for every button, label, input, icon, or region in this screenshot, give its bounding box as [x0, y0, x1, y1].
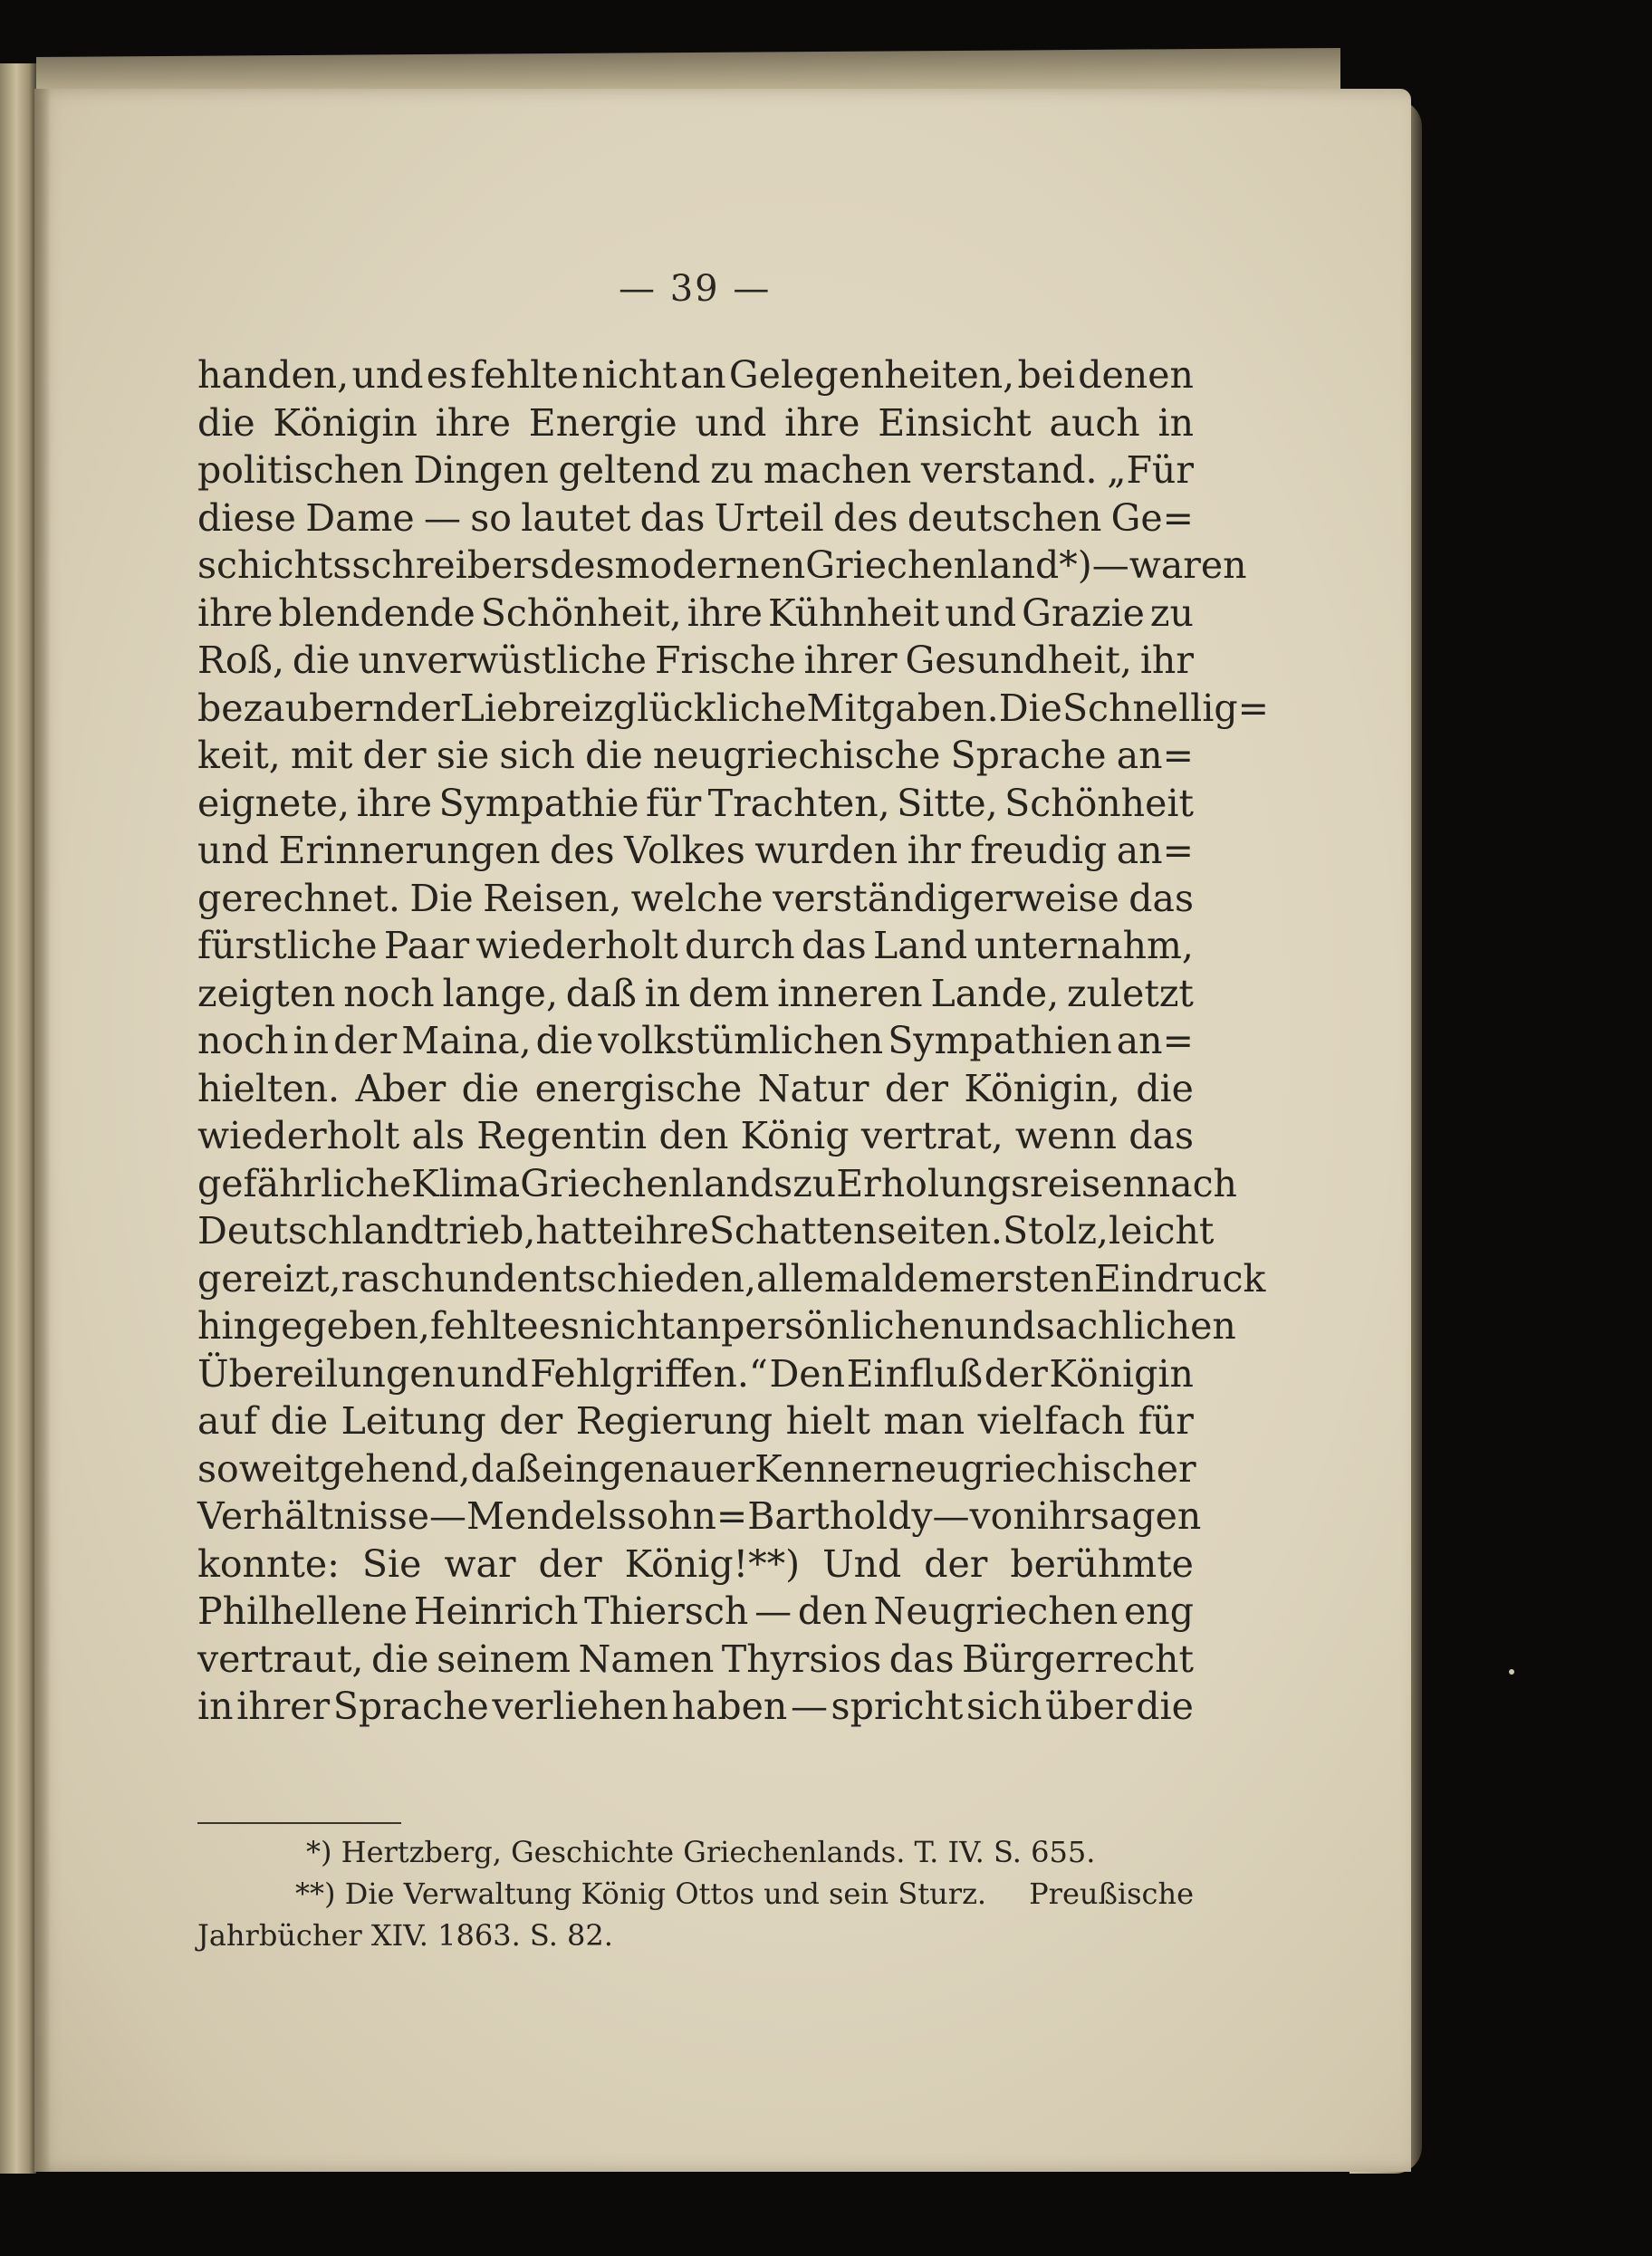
word: zu — [710, 448, 754, 492]
word: man — [883, 1399, 965, 1443]
word: des — [549, 543, 615, 587]
word: die — [1136, 1066, 1194, 1110]
word: Bürgerrecht — [961, 1637, 1194, 1681]
text-line — [197, 1302, 1236, 1350]
word: „Für — [1107, 448, 1194, 492]
word: Maina, — [401, 1019, 532, 1062]
word: Energie — [528, 400, 677, 445]
word: in — [1157, 400, 1194, 445]
text-line — [197, 351, 1194, 399]
word: sachlichen — [1035, 1304, 1236, 1348]
word: diese — [197, 495, 296, 540]
word: politischen — [197, 448, 404, 492]
word: Kenner — [754, 1446, 891, 1491]
word: die — [370, 1637, 429, 1681]
word: Paar — [383, 924, 470, 967]
word: — — [932, 1494, 970, 1538]
word: König — [740, 1114, 850, 1157]
word: blendende — [278, 590, 475, 635]
word: freudig — [970, 829, 1108, 872]
text-line — [197, 1683, 1194, 1731]
word: Leitung — [341, 1399, 486, 1443]
word: persönlichen — [721, 1304, 965, 1348]
word: der — [924, 1541, 988, 1586]
word: glückliche — [613, 686, 807, 730]
word: vertraut, — [197, 1637, 364, 1681]
word: hielt — [785, 1399, 870, 1443]
word: wenn — [1014, 1114, 1118, 1157]
word: das — [888, 1637, 955, 1681]
word: es — [538, 1304, 580, 1348]
word: Erholungsreisen — [836, 1161, 1147, 1205]
text-line — [197, 1065, 1194, 1113]
word: Klima — [411, 1161, 521, 1205]
text-line — [197, 1350, 1194, 1398]
text-line — [197, 922, 1194, 970]
word: des — [549, 829, 615, 872]
text-line — [197, 1636, 1194, 1684]
word: neugriechischer — [890, 1446, 1196, 1491]
word: war — [444, 1541, 516, 1586]
word: und — [695, 400, 767, 445]
word: allemal — [756, 1256, 894, 1301]
word: Einsicht — [878, 400, 1032, 445]
word: Mitgaben. — [806, 686, 999, 730]
word: Reisen, — [483, 876, 622, 920]
text-line — [197, 1445, 1194, 1493]
word: Übereilungen — [197, 1351, 456, 1396]
word: Und — [822, 1541, 902, 1586]
word: neugriechische — [652, 734, 941, 777]
word: leicht — [1108, 1209, 1215, 1253]
word: gereizt, — [197, 1256, 341, 1301]
book-page — [34, 89, 1411, 2172]
paper-speck — [1509, 1669, 1514, 1675]
word: denen — [1078, 353, 1194, 397]
word: ihr — [907, 829, 961, 872]
text-line — [197, 1493, 1202, 1541]
word: und — [445, 1256, 517, 1301]
footnote-2-continuation: Jahrbücher XIV. 1863. S. 82. — [197, 1918, 613, 1953]
word: für — [1138, 1399, 1194, 1443]
word: hielten. — [197, 1066, 341, 1110]
word: deutschen — [907, 495, 1102, 540]
word: Sympathien — [888, 1019, 1112, 1062]
word: Erinnerungen — [278, 829, 541, 872]
word: sie — [436, 734, 490, 777]
word: über — [1045, 1685, 1133, 1728]
word: konnte: — [197, 1541, 340, 1586]
word: nach — [1146, 1161, 1237, 1205]
word: Heinrich — [413, 1589, 579, 1633]
footnote-2-start: **) Die Verwaltung König Ottos und sein Sturz. — [295, 1877, 987, 1911]
word: fehlte — [429, 1304, 539, 1348]
text-line — [197, 494, 1194, 542]
word: so — [197, 1446, 239, 1491]
word: Thyrsios — [721, 1637, 882, 1681]
word: und — [964, 1304, 1036, 1348]
word: Stolz, — [1002, 1209, 1109, 1253]
word: inneren — [777, 971, 923, 1015]
word: modernen — [614, 543, 806, 587]
word: durch — [685, 924, 795, 967]
word: berühmte — [1010, 1541, 1194, 1586]
word: ihrer — [236, 1685, 331, 1728]
word: rasch — [341, 1256, 446, 1301]
word: die — [1136, 1685, 1194, 1728]
word: wiederholt — [475, 924, 678, 967]
word: Einfluß — [846, 1351, 984, 1396]
text-line — [197, 875, 1194, 923]
word: zu — [1149, 590, 1194, 635]
word: nicht — [579, 1304, 676, 1348]
word: Sympathie — [438, 781, 639, 825]
word: das — [1129, 1114, 1194, 1157]
word: verständigerweise — [773, 876, 1119, 920]
word: handen, — [197, 353, 350, 397]
word: geltend — [558, 448, 701, 492]
text-line — [197, 590, 1194, 638]
word: eng — [1124, 1589, 1194, 1633]
word: König!**) — [624, 1541, 801, 1586]
text-line — [197, 1397, 1194, 1445]
word: noch — [197, 1019, 289, 1062]
word: — — [423, 495, 461, 540]
word: Königin — [273, 400, 418, 445]
word: Grazie — [1022, 590, 1145, 635]
word: weitgehend, — [238, 1446, 471, 1491]
text-line — [197, 1160, 1237, 1208]
word: unternahm, — [974, 924, 1194, 967]
page-number: — 39 — — [619, 268, 772, 310]
word: Urteil — [714, 495, 824, 540]
word: es — [426, 353, 468, 397]
body-text — [197, 351, 1269, 1731]
word: Schnellig= — [1061, 686, 1269, 730]
word: Eindruck — [1093, 1256, 1266, 1301]
word: an — [675, 1304, 722, 1348]
word: Sie — [361, 1541, 422, 1586]
word: hatte — [535, 1209, 634, 1253]
word: in — [293, 1019, 330, 1062]
footnote-2-end: Preußische — [1029, 1877, 1194, 1911]
word: Ge= — [1110, 495, 1194, 540]
word: nicht — [581, 353, 677, 397]
footnote-2 — [197, 1873, 1194, 1915]
word: Land — [872, 924, 968, 967]
word: an= — [1116, 734, 1194, 777]
word: ihr — [1036, 1494, 1090, 1538]
word: ihre — [687, 590, 763, 635]
word: noch — [343, 971, 435, 1015]
word: mit — [290, 734, 353, 777]
word: fehlte — [470, 353, 579, 397]
word: waren — [1129, 543, 1247, 587]
word: Gesundheit, — [905, 638, 1132, 682]
word: Verhältnisse — [197, 1494, 430, 1538]
word: Natur — [757, 1066, 869, 1110]
text-line — [197, 446, 1194, 494]
word: wiederholt — [197, 1114, 400, 1157]
text-line — [197, 399, 1194, 447]
word: auch — [1049, 400, 1140, 445]
page-gutter — [34, 89, 51, 2172]
word: Volkes — [623, 829, 745, 872]
word: der — [362, 734, 427, 777]
text-line — [197, 1017, 1194, 1065]
word: Königin, — [964, 1066, 1120, 1110]
word: des — [833, 495, 898, 540]
text-line — [197, 1207, 1215, 1255]
word: energische — [534, 1066, 743, 1110]
text-line — [197, 542, 1247, 590]
word: und — [351, 353, 424, 397]
word: Sprache — [332, 1685, 489, 1728]
word: der — [884, 1066, 948, 1110]
word: Namen — [578, 1637, 715, 1681]
word: eignete, — [197, 781, 351, 825]
word: Griechenlands — [520, 1161, 793, 1205]
word: Dame — [305, 495, 415, 540]
word: die — [197, 400, 255, 445]
word: — — [790, 1685, 828, 1728]
word: ein — [541, 1446, 600, 1491]
word: die — [535, 1019, 594, 1062]
word: Den — [769, 1351, 845, 1396]
word: die — [270, 1399, 329, 1443]
word: genauer — [599, 1446, 755, 1491]
text-line — [197, 732, 1194, 780]
word: Regentin — [476, 1114, 648, 1157]
word: welche — [630, 876, 764, 920]
word: Liebreiz — [459, 686, 614, 730]
word: Trachten, — [707, 781, 890, 825]
word: lautet — [521, 495, 631, 540]
word: dem — [688, 971, 770, 1015]
word: ihre — [435, 400, 512, 445]
word: Schönheit, — [480, 590, 682, 635]
word: Fehlgriffen.“ — [530, 1351, 768, 1396]
word: der — [984, 1351, 1048, 1396]
word: von — [969, 1494, 1037, 1538]
word: seinem — [437, 1637, 571, 1681]
word: Roß, — [197, 638, 284, 682]
text-line — [197, 685, 1269, 733]
word: bei — [1017, 353, 1076, 397]
word: Griechenland*) — [805, 543, 1092, 587]
word: Aber — [355, 1066, 447, 1110]
word: Die — [998, 686, 1062, 730]
word: verstand. — [920, 448, 1098, 492]
text-line — [197, 780, 1194, 828]
text-line — [197, 1541, 1194, 1589]
word: lange, — [442, 971, 558, 1015]
word: so — [470, 495, 512, 540]
word: der — [499, 1399, 563, 1443]
word: zeigten — [197, 971, 336, 1015]
word: keit, — [197, 734, 281, 777]
word: gefährliche — [197, 1161, 411, 1205]
word: in — [644, 971, 681, 1015]
word: Schönheit — [1004, 781, 1194, 825]
word: den — [797, 1589, 868, 1633]
word: Regierung — [575, 1399, 773, 1443]
word: ihr — [1139, 638, 1194, 682]
previous-page-edge — [0, 63, 36, 2174]
word: Gelegenheiten, — [728, 353, 1015, 397]
word: Sitte, — [897, 781, 998, 825]
word: sich — [966, 1685, 1042, 1728]
word: schichtsschreibers — [197, 543, 550, 587]
word: und — [945, 590, 1017, 635]
word: das — [639, 495, 706, 540]
word: — — [429, 1494, 467, 1538]
word: die — [585, 734, 643, 777]
word: Deutschland — [197, 1209, 434, 1253]
word: machen — [763, 448, 912, 492]
text-line — [197, 827, 1194, 875]
word: — — [1091, 543, 1129, 587]
word: die — [292, 638, 351, 682]
word: bezaubernder — [197, 686, 460, 730]
word: volkstümlichen — [598, 1019, 884, 1062]
footnote-rule — [197, 1822, 401, 1824]
text-line — [197, 1255, 1266, 1303]
word: an= — [1116, 829, 1194, 872]
word: Kühnheit — [767, 590, 940, 635]
word: ersten — [974, 1256, 1094, 1301]
word: unverwüstliche — [358, 638, 648, 682]
word: Lande, — [930, 971, 1060, 1015]
word: für — [646, 781, 702, 825]
word: auf — [197, 1399, 258, 1443]
word: sagen — [1090, 1494, 1202, 1538]
word: den — [658, 1114, 729, 1157]
word: ihre — [633, 1209, 709, 1253]
word: fürstliche — [197, 924, 378, 967]
word: spricht — [831, 1685, 964, 1728]
word: Sprache — [950, 734, 1107, 777]
text-line — [197, 970, 1194, 1018]
text-line — [197, 637, 1194, 685]
word: der — [333, 1019, 398, 1062]
footnote-1: *) Hertzberg, Geschichte Griechenlands. T. IV. S. 655. — [306, 1835, 1096, 1869]
text-line — [197, 1588, 1194, 1636]
word: daß — [565, 971, 637, 1015]
word: daß — [470, 1446, 542, 1491]
word: Schattenseiten. — [708, 1209, 1003, 1253]
word: vielfach — [977, 1399, 1126, 1443]
word: und — [456, 1351, 529, 1396]
word: Neugriechen — [873, 1589, 1119, 1633]
word: ihre — [197, 590, 274, 635]
word: trieb, — [433, 1209, 536, 1253]
word: Dingen — [413, 448, 549, 492]
word: an= — [1116, 1019, 1194, 1062]
word: zuletzt — [1066, 971, 1194, 1015]
word: wurden — [754, 829, 898, 872]
word: als — [411, 1114, 466, 1157]
word: sich — [499, 734, 575, 777]
word: ihrer — [803, 638, 898, 682]
word: haben — [671, 1685, 788, 1728]
word: — — [754, 1589, 792, 1633]
word: Philhellene — [197, 1589, 408, 1633]
word: die — [461, 1066, 520, 1110]
footnotes — [197, 1831, 1194, 1956]
word: an — [679, 353, 726, 397]
word: hingegeben, — [197, 1304, 430, 1348]
word: ihre — [356, 781, 432, 825]
word: zu — [792, 1161, 837, 1205]
word: der — [538, 1541, 602, 1586]
word: Mendelssohn=Bartholdy — [466, 1494, 933, 1538]
word: und — [197, 829, 270, 872]
word: Königin — [1049, 1351, 1194, 1396]
text-line — [197, 1112, 1194, 1160]
word: Frische — [654, 638, 796, 682]
word: entschieden, — [516, 1256, 757, 1301]
word: das — [801, 924, 867, 967]
word: in — [197, 1685, 234, 1728]
word: Die — [409, 876, 474, 920]
word: verliehen — [492, 1685, 668, 1728]
word: gerechnet. — [197, 876, 400, 920]
word: vertrat, — [860, 1114, 1004, 1157]
word: ihre — [784, 400, 860, 445]
word: dem — [893, 1256, 975, 1301]
word: Thiersch — [584, 1589, 749, 1633]
word: das — [1129, 876, 1194, 920]
